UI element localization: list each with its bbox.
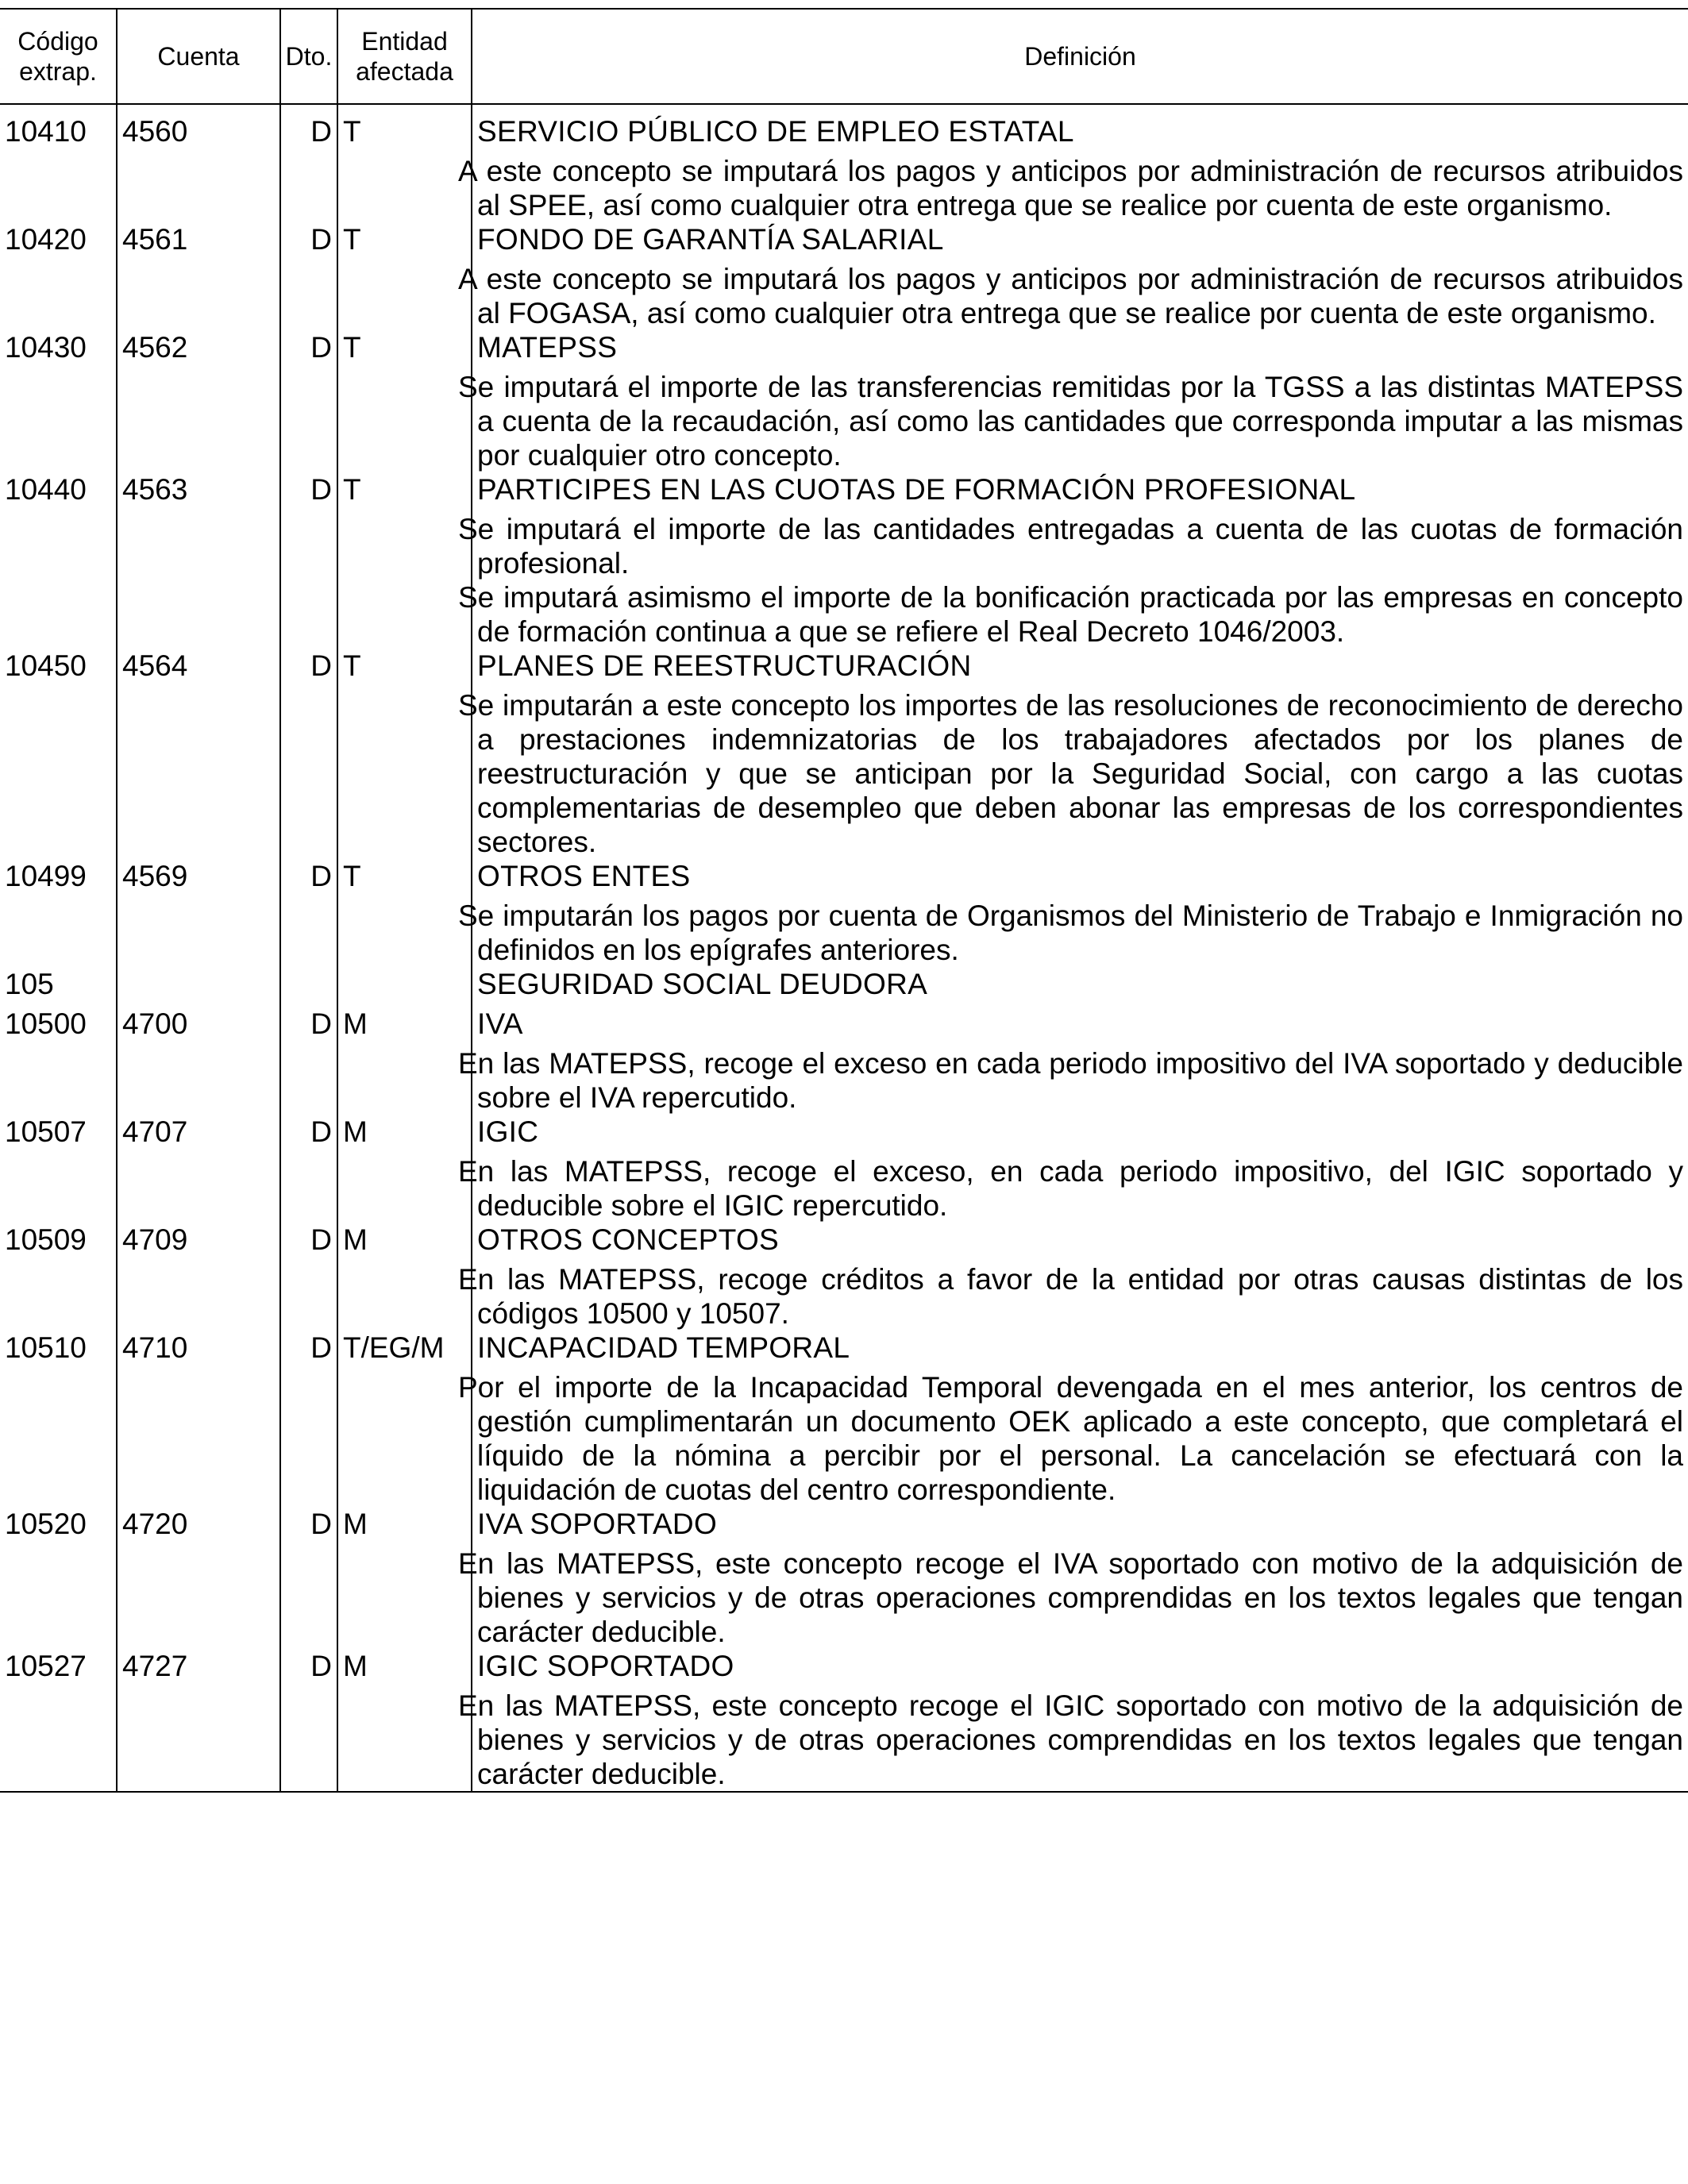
header-definicion: Definición (472, 10, 1688, 104)
cell-dto: D (280, 330, 337, 370)
table-row (0, 1507, 1688, 1547)
cell-cuenta: 4709 (117, 1223, 280, 1262)
cell-definicion (458, 262, 1688, 330)
empty-cell (280, 370, 337, 472)
table-row (0, 859, 1688, 899)
cell-cuenta (117, 967, 280, 1007)
cell-definicion (458, 688, 1688, 859)
empty-cell (0, 1262, 117, 1331)
empty-cell (117, 899, 280, 967)
definition-paragraph: Se imputarán los pagos por cuenta de Organismos del Ministerio de Trabajo e Inmigración no definidos en los epígrafes anteriores. (458, 899, 1683, 966)
empty-cell (280, 262, 337, 330)
empty-cell (0, 688, 117, 859)
cell-dto: D (280, 859, 337, 899)
empty-cell (337, 1046, 472, 1115)
definition-row (0, 899, 1688, 967)
empty-cell (117, 154, 280, 222)
empty-cell (280, 899, 337, 967)
cell-dto: D (280, 1331, 337, 1370)
cell-definicion (458, 899, 1688, 967)
definition-paragraph: En las MATEPSS, recoge créditos a favor de la entidad por otras causas distintas de los códigos 10500 y 10507. (458, 1263, 1683, 1330)
cell-dto: D (280, 222, 337, 262)
cell-dto: D (280, 472, 337, 512)
definition-paragraph: A este concepto se imputará los pagos y anticipos por administración de recursos atribuidos al FOGASA, así como cualquier otra entrega que se realice por cuenta de este organismo. (458, 263, 1683, 329)
cell-dto: D (280, 1223, 337, 1262)
cell-entidad: T (337, 222, 472, 262)
table-row (0, 1007, 1688, 1046)
definition-row (0, 688, 1688, 859)
cell-cuenta: 4562 (117, 330, 280, 370)
cell-titulo: PLANES DE REESTRUCTURACIÓN (472, 649, 1688, 688)
definition-paragraph: Se imputará el importe de las cantidades entregadas a cuenta de las cuotas de formación profesional. (458, 513, 1683, 580)
cell-entidad: M (337, 1507, 472, 1547)
empty-cell (117, 1689, 280, 1791)
cell-entidad: T (337, 859, 472, 899)
table-row (0, 1331, 1688, 1370)
cell-cuenta: 4563 (117, 472, 280, 512)
definition-row (0, 1154, 1688, 1223)
empty-cell (0, 899, 117, 967)
empty-cell (337, 1689, 472, 1791)
cell-definicion (458, 1154, 1688, 1223)
cell-cuenta: 4561 (117, 222, 280, 262)
cell-definicion (458, 1262, 1688, 1331)
cell-dto: D (280, 1115, 337, 1154)
empty-cell (337, 154, 472, 222)
definition-row (0, 370, 1688, 472)
table-row (0, 330, 1688, 370)
cell-titulo: SERVICIO PÚBLICO DE EMPLEO ESTATAL (472, 104, 1688, 154)
empty-cell (0, 262, 117, 330)
header-entidad: Entidad afectada (337, 10, 472, 104)
cell-codigo: 10430 (5, 331, 87, 364)
empty-cell (0, 1154, 117, 1223)
cell-codigo: 10527 (5, 1650, 87, 1682)
empty-cell (117, 688, 280, 859)
cell-entidad: M (337, 1007, 472, 1046)
empty-cell (280, 154, 337, 222)
cell-definicion (458, 370, 1688, 472)
cell-codigo: 10450 (5, 649, 87, 682)
empty-cell (117, 1370, 280, 1507)
cell-codigo: 10507 (5, 1115, 87, 1148)
definition-row (0, 1547, 1688, 1649)
definition-paragraph: Por el importe de la Incapacidad Temporal devengada en el mes anterior, los centros de gestión cumplimentarán un documento OEK aplicado a este concepto, que completará el líquido de la nómina a percibir por el personal. La cancelación se efectuará con la liquidación de cuotas del centro correspondiente. (458, 1371, 1683, 1506)
cell-entidad: T (337, 330, 472, 370)
bottom-rule (0, 1791, 1688, 1793)
definition-paragraph: En las MATEPSS, recoge el exceso en cada periodo impositivo del IVA soportado y deducible sobre el IVA repercutido. (458, 1047, 1683, 1114)
cell-cuenta: 4700 (117, 1007, 280, 1046)
cell-entidad: T (337, 472, 472, 512)
cell-codigo: 105 (5, 968, 54, 1000)
cell-titulo: OTROS CONCEPTOS (472, 1223, 1688, 1262)
header-dto: Dto. (280, 10, 337, 104)
definition-row (0, 1689, 1688, 1791)
cell-titulo: IGIC SOPORTADO (472, 1649, 1688, 1689)
cell-codigo: 10440 (5, 473, 87, 506)
empty-cell (117, 262, 280, 330)
cell-definicion (458, 1547, 1688, 1649)
cell-cuenta: 4560 (117, 104, 280, 154)
cell-titulo: INCAPACIDAD TEMPORAL (472, 1331, 1688, 1370)
empty-cell (280, 1547, 337, 1649)
cell-definicion (458, 154, 1688, 222)
definition-paragraph: En las MATEPSS, este concepto recoge el IGIC soportado con motivo de la adquisición de bienes y servicios y de otras operaciones comprendidas en los textos legales que tengan carácter deducible. (458, 1689, 1683, 1790)
empty-cell (280, 1689, 337, 1791)
cell-cuenta: 4569 (117, 859, 280, 899)
empty-cell (280, 512, 337, 649)
table-row (0, 104, 1688, 154)
cell-codigo: 10509 (5, 1223, 87, 1256)
empty-cell (117, 1046, 280, 1115)
empty-cell (117, 370, 280, 472)
cell-codigo: 10510 (5, 1331, 87, 1364)
definition-row (0, 512, 1688, 649)
cell-dto (280, 967, 337, 1007)
cell-titulo: OTROS ENTES (472, 859, 1688, 899)
document-page (0, 8, 1688, 1793)
empty-cell (0, 1370, 117, 1507)
cell-definicion (458, 1046, 1688, 1115)
header-codigo: Código extrap. (0, 10, 117, 104)
cell-entidad: M (337, 1223, 472, 1262)
table-row (0, 649, 1688, 688)
cell-cuenta: 4564 (117, 649, 280, 688)
table-row (0, 967, 1688, 1007)
empty-cell (117, 1547, 280, 1649)
cell-definicion (458, 1370, 1688, 1507)
empty-cell (117, 1154, 280, 1223)
empty-cell (337, 370, 472, 472)
header-cuenta: Cuenta (117, 10, 280, 104)
definition-row (0, 262, 1688, 330)
table-row (0, 222, 1688, 262)
cell-definicion (458, 1689, 1688, 1791)
empty-cell (280, 1262, 337, 1331)
cell-titulo: FONDO DE GARANTÍA SALARIAL (472, 222, 1688, 262)
cell-entidad (337, 967, 472, 1007)
table-row (0, 472, 1688, 512)
empty-cell (117, 1262, 280, 1331)
empty-cell (337, 1154, 472, 1223)
table-header (0, 10, 1688, 104)
cell-entidad: M (337, 1115, 472, 1154)
table-row (0, 1649, 1688, 1689)
table-body (0, 104, 1688, 1791)
accounts-table (0, 10, 1688, 1791)
cell-codigo: 10410 (5, 115, 87, 148)
empty-cell (0, 1689, 117, 1791)
cell-codigo: 10520 (5, 1508, 87, 1540)
cell-dto: D (280, 649, 337, 688)
cell-titulo: IGIC (472, 1115, 1688, 1154)
cell-codigo: 10420 (5, 223, 87, 256)
cell-cuenta: 4727 (117, 1649, 280, 1689)
cell-titulo: SEGURIDAD SOCIAL DEUDORA (472, 967, 1688, 1007)
cell-entidad: T (337, 104, 472, 154)
empty-cell (0, 154, 117, 222)
cell-dto: D (280, 1507, 337, 1547)
definition-paragraph: A este concepto se imputará los pagos y anticipos por administración de recursos atribuidos al SPEE, así como cualquier otra entrega que se realice por cuenta de este organismo. (458, 155, 1683, 221)
cell-codigo: 10499 (5, 860, 87, 892)
empty-cell (0, 1046, 117, 1115)
definition-paragraph: En las MATEPSS, recoge el exceso, en cada periodo impositivo, del IGIC soportado y deducible sobre el IGIC repercutido. (458, 1155, 1683, 1222)
empty-cell (280, 1370, 337, 1507)
empty-cell (337, 512, 472, 649)
cell-dto: D (280, 104, 337, 154)
cell-dto: D (280, 1007, 337, 1046)
definition-paragraph: En las MATEPSS, este concepto recoge el IVA soportado con motivo de la adquisición de bienes y servicios y de otras operaciones comprendidas en los textos legales que tengan carácter deducible. (458, 1547, 1683, 1648)
empty-cell (0, 1547, 117, 1649)
table-row (0, 1115, 1688, 1154)
cell-dto: D (280, 1649, 337, 1689)
cell-entidad: T/EG/M (337, 1331, 472, 1370)
cell-titulo: PARTICIPES EN LAS CUOTAS DE FORMACIÓN PROFESIONAL (472, 472, 1688, 512)
empty-cell (337, 1262, 472, 1331)
empty-cell (117, 512, 280, 649)
definition-row (0, 154, 1688, 222)
empty-cell (337, 1547, 472, 1649)
empty-cell (0, 370, 117, 472)
cell-codigo: 10500 (5, 1007, 87, 1040)
cell-cuenta: 4707 (117, 1115, 280, 1154)
definition-paragraph: Se imputará el importe de las transferencias remitidas por la TGSS a las distintas MATEPSS a cuenta de la recaudación, así como las cantidades que corresponda imputar a las mismas por cualquier otro concepto. (458, 371, 1683, 472)
cell-titulo: MATEPSS (472, 330, 1688, 370)
definition-paragraph: Se imputarán a este concepto los importes de las resoluciones de reconocimiento de derecho a prestaciones indemnizatorias de los trabajadores afectados por los planes de reestructuración y que se anticipan por la Seguridad Social, con cargo a las cuotas complementarias de desempleo que deben abonar las empresas de los correspondientes sectores. (458, 689, 1683, 858)
definition-row (0, 1370, 1688, 1507)
cell-entidad: T (337, 649, 472, 688)
empty-cell (337, 899, 472, 967)
empty-cell (280, 688, 337, 859)
empty-cell (280, 1046, 337, 1115)
cell-definicion (458, 512, 1688, 649)
empty-cell (0, 512, 117, 649)
empty-cell (337, 688, 472, 859)
definition-row (0, 1262, 1688, 1331)
definition-row (0, 1046, 1688, 1115)
cell-entidad: M (337, 1649, 472, 1689)
cell-titulo: IVA SOPORTADO (472, 1507, 1688, 1547)
empty-cell (337, 262, 472, 330)
cell-cuenta: 4710 (117, 1331, 280, 1370)
cell-cuenta: 4720 (117, 1507, 280, 1547)
empty-cell (280, 1154, 337, 1223)
table-row (0, 1223, 1688, 1262)
cell-titulo: IVA (472, 1007, 1688, 1046)
empty-cell (337, 1370, 472, 1507)
definition-paragraph: Se imputará asimismo el importe de la bonificación practicada por las empresas en concepto de formación continua a que se refiere el Real Decreto 1046/2003. (458, 581, 1683, 648)
